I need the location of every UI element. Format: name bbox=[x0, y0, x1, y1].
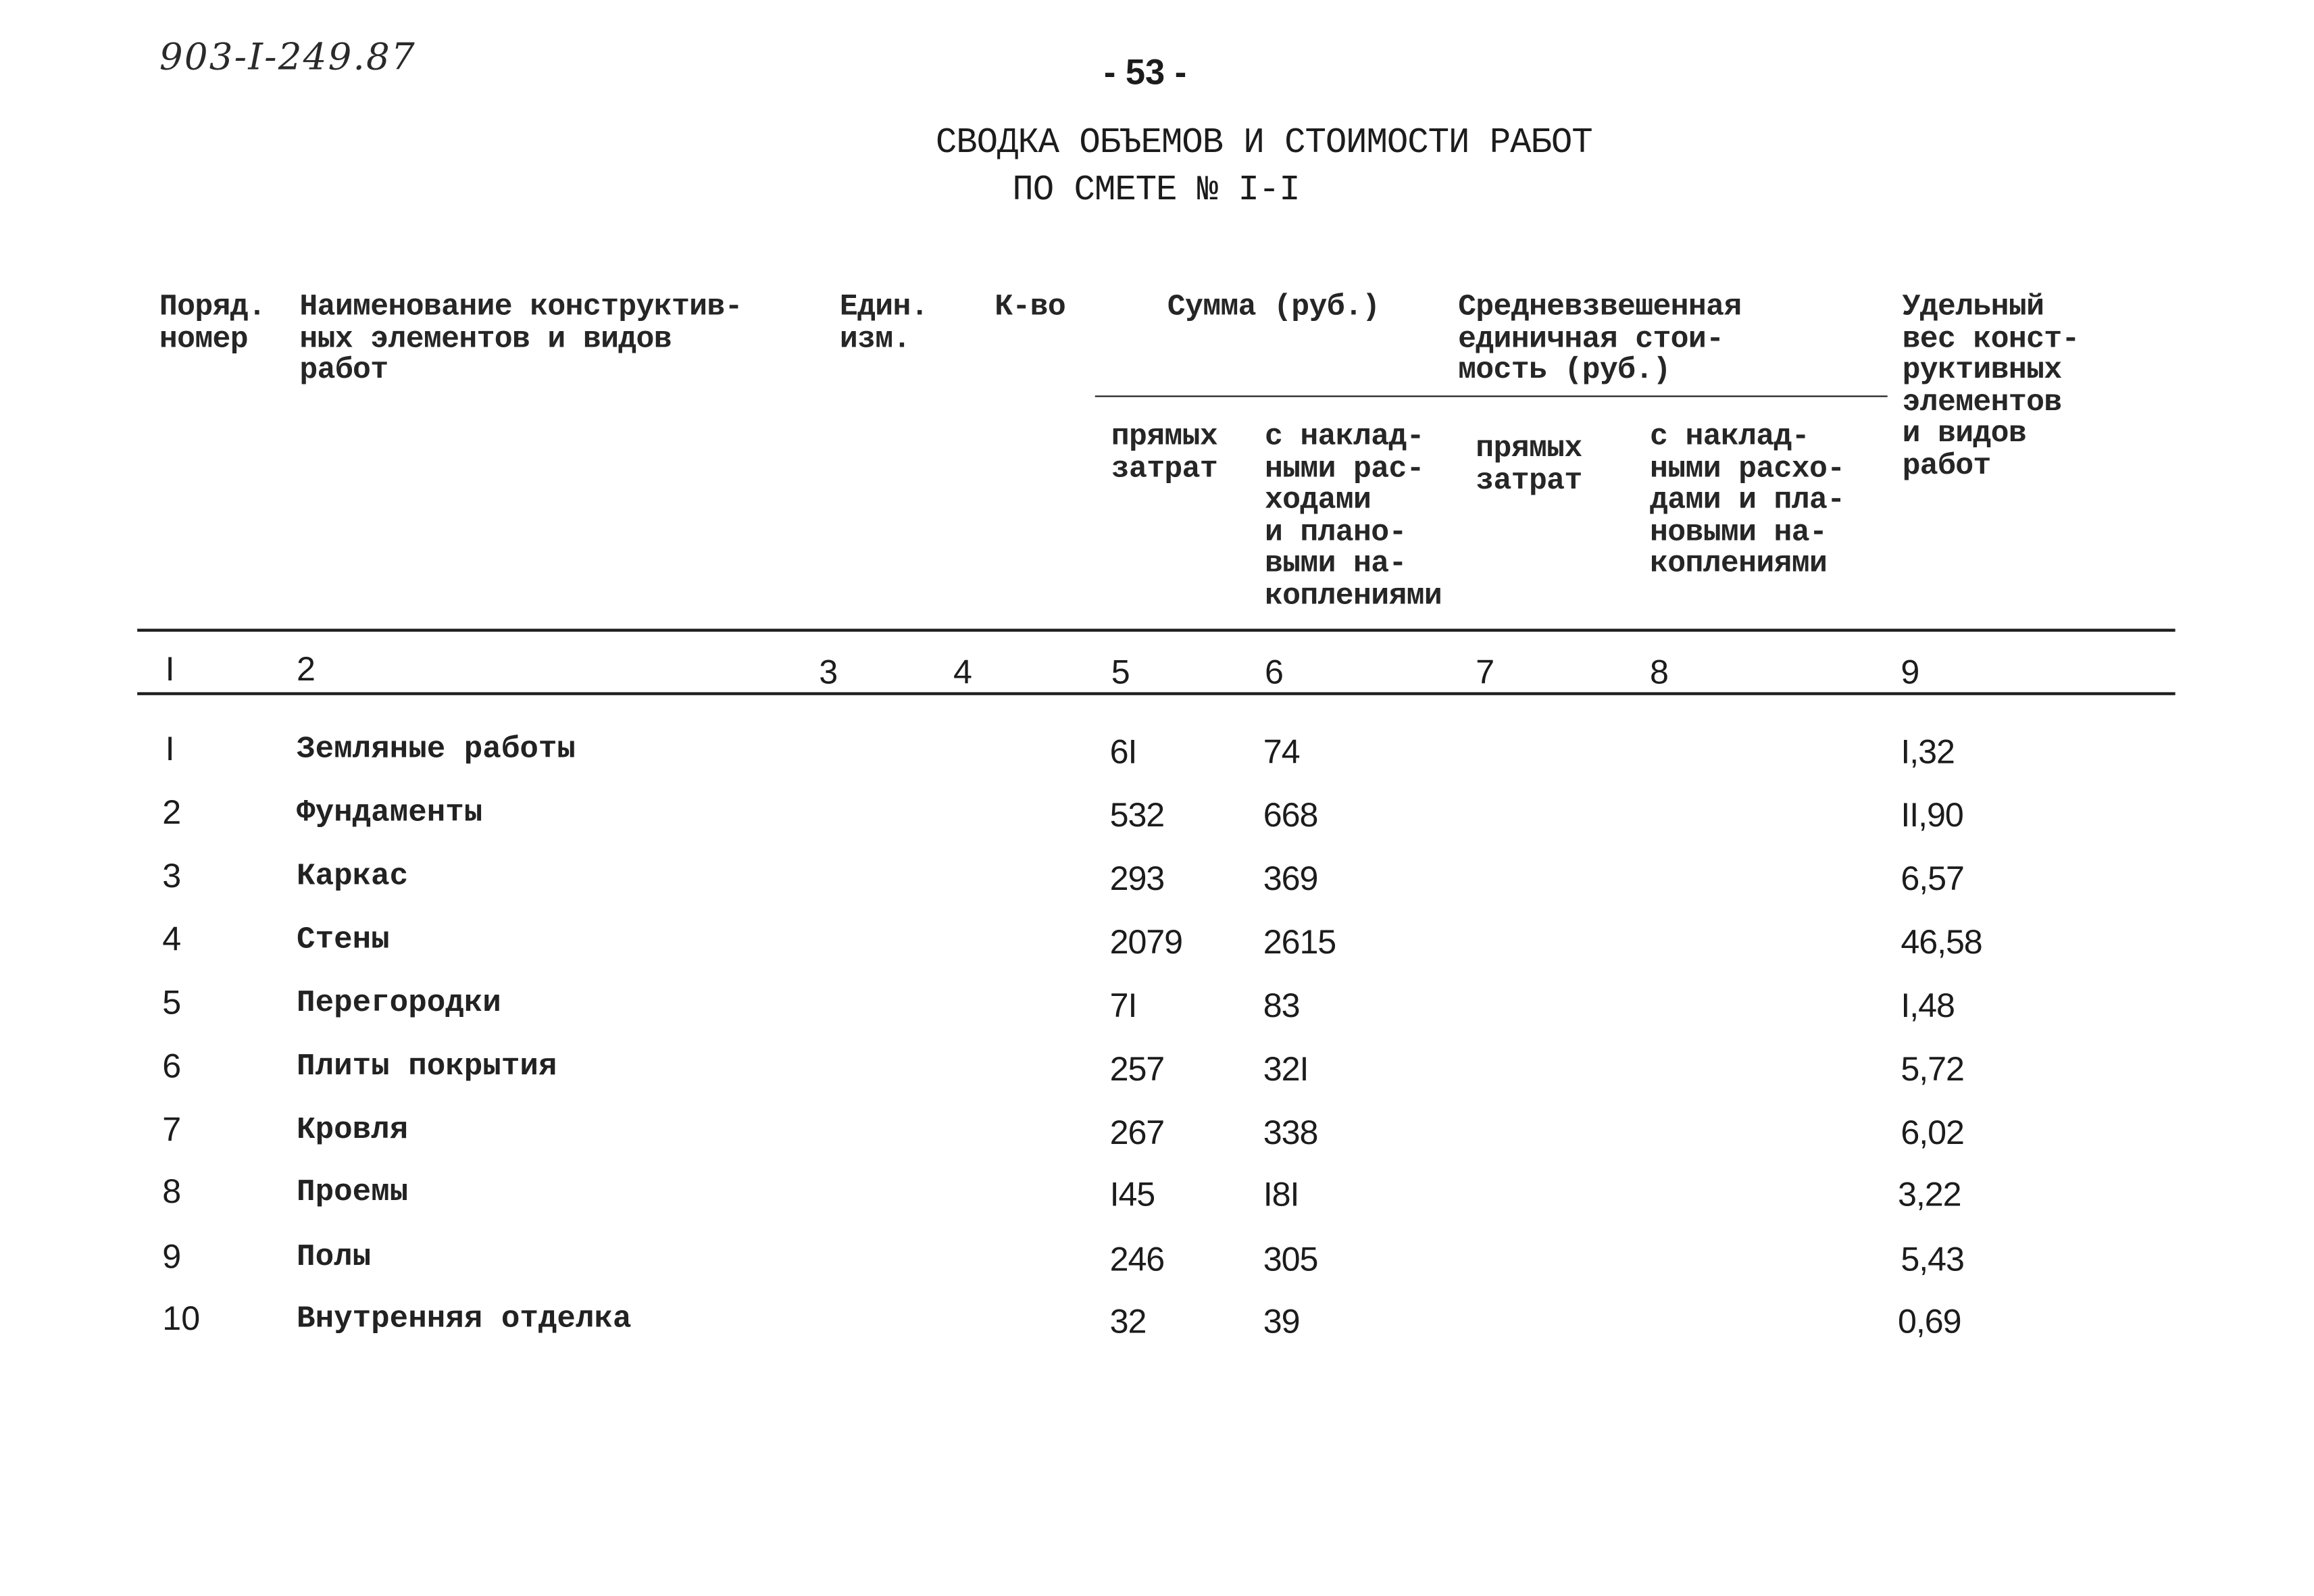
header-average-overhead: с наклад- ными расхо- дами и пла- новыми на- коплениями bbox=[1650, 420, 1845, 582]
row-specific-weight: II,90 bbox=[1901, 795, 1963, 834]
table-row bbox=[0, 1172, 2314, 1216]
table-row bbox=[0, 1237, 2314, 1281]
row-name: Полы bbox=[297, 1241, 372, 1276]
row-specific-weight: 3,22 bbox=[1898, 1174, 1961, 1214]
row-overhead-sum: 369 bbox=[1263, 859, 1318, 898]
page-number: - 53 - bbox=[1103, 53, 1187, 93]
column-number: I bbox=[165, 649, 175, 688]
row-name: Перегородки bbox=[297, 987, 501, 1022]
row-overhead-sum: 83 bbox=[1263, 986, 1300, 1024]
row-overhead-sum: 338 bbox=[1263, 1112, 1318, 1151]
row-number: 7 bbox=[162, 1109, 182, 1149]
table-row bbox=[0, 729, 2314, 774]
table-row bbox=[0, 793, 2314, 837]
row-direct-sum: 532 bbox=[1109, 795, 1165, 834]
row-specific-weight: I,48 bbox=[1901, 986, 1955, 1024]
row-direct-sum: 7I bbox=[1109, 986, 1137, 1024]
row-direct-sum: 267 bbox=[1109, 1112, 1165, 1151]
column-number: 7 bbox=[1476, 652, 1495, 691]
header-specific-weight: Удельный вес конст- руктивных элементов и видов работ bbox=[1902, 291, 2080, 484]
header-average-cost-group: Средневзвешенная единичная стои- мость (руб.) bbox=[1458, 291, 1742, 389]
row-name: Стены bbox=[297, 924, 390, 958]
row-number: 10 bbox=[162, 1299, 201, 1337]
table-row bbox=[0, 1299, 2314, 1343]
column-number: 6 bbox=[1264, 652, 1284, 691]
row-overhead-sum: 74 bbox=[1263, 732, 1300, 771]
table-rule-top bbox=[137, 629, 2175, 632]
header-sum-group: Сумма (руб.) bbox=[1167, 291, 1380, 325]
table-row bbox=[0, 983, 2314, 1028]
page-subtitle: ПО СМЕТЕ № I-I bbox=[1012, 171, 1300, 211]
column-number: 8 bbox=[1650, 652, 1669, 691]
header-average-direct: прямых затрат bbox=[1476, 432, 1582, 499]
row-direct-sum: I45 bbox=[1109, 1174, 1155, 1214]
header-quantity: К-во bbox=[995, 291, 1066, 325]
column-number: 2 bbox=[297, 649, 316, 688]
row-number: I bbox=[165, 729, 175, 768]
column-number: 3 bbox=[819, 652, 838, 691]
table-row bbox=[0, 1110, 2314, 1155]
column-number: 5 bbox=[1111, 652, 1130, 691]
row-number: 5 bbox=[162, 982, 182, 1022]
table-row bbox=[0, 920, 2314, 964]
header-name: Наименование конструктив- ных элементов и видов работ bbox=[299, 291, 743, 389]
table-row bbox=[0, 1047, 2314, 1091]
row-name: Плиты покрытия bbox=[297, 1051, 557, 1085]
row-name: Каркас bbox=[297, 860, 409, 895]
row-name: Фундаменты bbox=[297, 797, 483, 831]
row-specific-weight: I,32 bbox=[1901, 732, 1955, 771]
row-overhead-sum: 32I bbox=[1263, 1049, 1309, 1088]
row-direct-sum: 246 bbox=[1109, 1239, 1165, 1278]
row-specific-weight: 5,43 bbox=[1901, 1239, 1964, 1278]
header-sum-direct: прямых затрат bbox=[1111, 420, 1218, 487]
row-number: 9 bbox=[162, 1237, 182, 1276]
row-name: Проемы bbox=[297, 1176, 409, 1211]
row-name: Кровля bbox=[297, 1114, 409, 1149]
row-number: 8 bbox=[162, 1172, 182, 1211]
row-name: Внутренняя отделка bbox=[297, 1303, 632, 1337]
row-number: 4 bbox=[162, 919, 182, 958]
header-unit: Един. изм. bbox=[839, 291, 928, 357]
row-name: Земляные работы bbox=[297, 733, 576, 768]
page-title: СВОДКА ОБЪЕМОВ И СТОИМОСТИ РАБОТ bbox=[935, 124, 1592, 164]
row-overhead-sum: 305 bbox=[1263, 1239, 1318, 1278]
header-sum-overhead: с наклад- ными рас- ходами и плано- выми на- коплениями bbox=[1264, 420, 1442, 614]
row-number: 2 bbox=[162, 792, 182, 831]
header-group-divider bbox=[1095, 395, 1888, 397]
row-direct-sum: 2079 bbox=[1109, 922, 1182, 961]
table-rule-bottom bbox=[137, 692, 2175, 695]
row-direct-sum: 32 bbox=[1109, 1301, 1147, 1341]
table-row bbox=[0, 856, 2314, 901]
row-direct-sum: 257 bbox=[1109, 1049, 1165, 1088]
column-number: 4 bbox=[953, 652, 973, 691]
row-overhead-sum: 2615 bbox=[1263, 922, 1336, 961]
row-direct-sum: 293 bbox=[1109, 859, 1165, 898]
row-specific-weight: 0,69 bbox=[1898, 1301, 1961, 1341]
row-specific-weight: 5,72 bbox=[1901, 1049, 1964, 1088]
column-number: 9 bbox=[1901, 652, 1920, 691]
document-code: 903-I-249.87 bbox=[159, 35, 416, 78]
row-overhead-sum: 39 bbox=[1263, 1301, 1300, 1341]
row-overhead-sum: I8I bbox=[1263, 1174, 1299, 1214]
row-specific-weight: 6,57 bbox=[1901, 859, 1964, 898]
row-number: 3 bbox=[162, 855, 182, 895]
row-number: 6 bbox=[162, 1046, 182, 1085]
row-specific-weight: 6,02 bbox=[1901, 1112, 1964, 1151]
row-specific-weight: 46,58 bbox=[1901, 922, 1982, 961]
row-overhead-sum: 668 bbox=[1263, 795, 1318, 834]
header-order-number: Поряд. номер bbox=[159, 291, 266, 357]
row-direct-sum: 6I bbox=[1109, 732, 1137, 771]
